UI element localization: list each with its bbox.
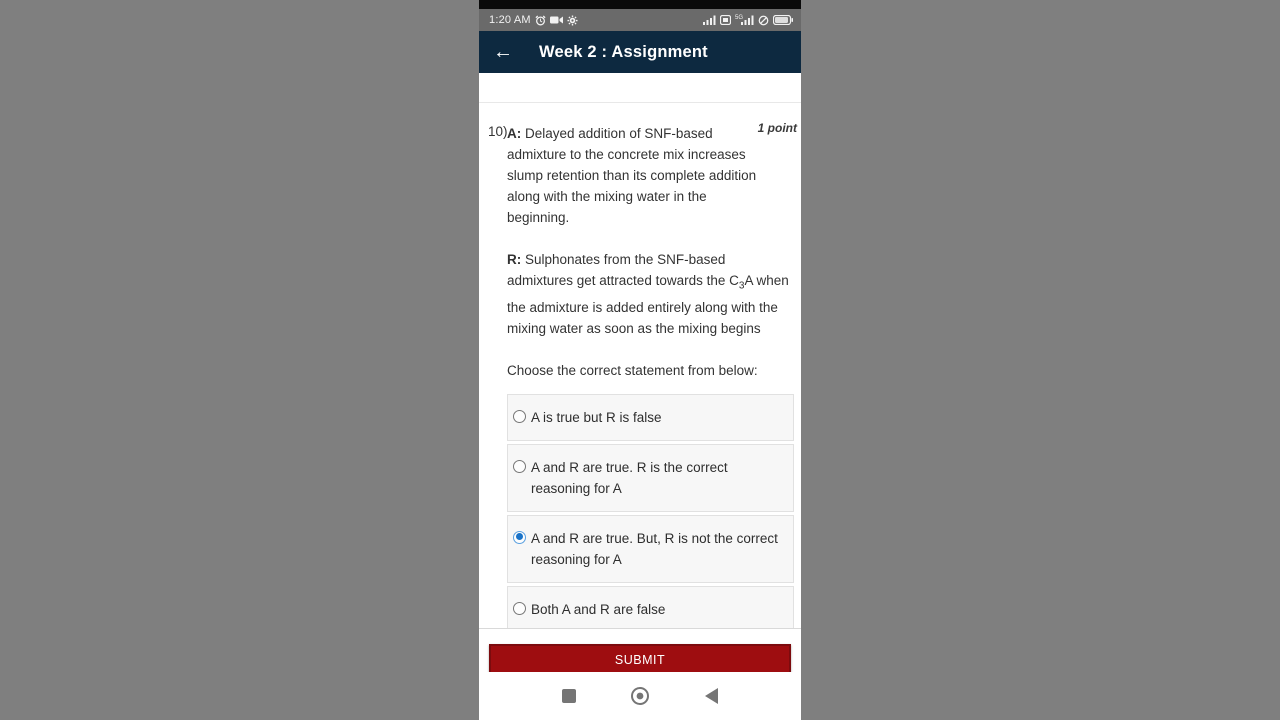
assignment-content bbox=[479, 73, 801, 720]
recents-button[interactable] bbox=[559, 686, 579, 706]
options-list bbox=[507, 394, 794, 633]
letterbox-strip bbox=[479, 0, 801, 9]
question-prompt: Choose the correct statement from below: bbox=[507, 362, 758, 378]
phone-screen bbox=[479, 0, 801, 720]
back-nav-button[interactable] bbox=[701, 686, 721, 706]
alarm-icon bbox=[535, 15, 546, 26]
vowifi-icon bbox=[720, 15, 731, 25]
assertion-text: A: Delayed addition of SNF-based admixture to the concrete mix increases slump retention than its complete addition along with the mixing water in the beginning. bbox=[507, 126, 757, 225]
android-navbar bbox=[479, 672, 801, 720]
chemical-subscript: 3 bbox=[738, 280, 745, 292]
reason-text: R: Sulphonates from the SNF-based admixtures get attracted towards the $C_3A$ when the admixture is added entirely along with the mixing water as soon as the mixing begins bbox=[507, 252, 789, 336]
video-camera-icon bbox=[550, 15, 563, 25]
radio-button[interactable] bbox=[513, 531, 526, 544]
dnd-icon bbox=[758, 15, 769, 26]
option-label: Both A and R are false bbox=[531, 601, 666, 617]
back-triangle-icon bbox=[705, 688, 718, 704]
home-circle-icon bbox=[630, 686, 650, 706]
app-header bbox=[479, 31, 801, 73]
submit-area bbox=[479, 629, 801, 675]
content-divider-top bbox=[479, 73, 801, 103]
recents-square-icon bbox=[562, 689, 576, 703]
option-row[interactable] bbox=[507, 394, 794, 441]
home-button[interactable] bbox=[630, 686, 650, 706]
radio-button[interactable] bbox=[513, 602, 526, 615]
points-badge: 1 point bbox=[757, 121, 797, 135]
option-label: A is true but R is false bbox=[531, 409, 662, 425]
option-row[interactable] bbox=[507, 444, 794, 512]
option-row[interactable] bbox=[507, 586, 794, 633]
option-label: A and R are true. R is the correct reasoning for A bbox=[531, 459, 728, 496]
option-row[interactable] bbox=[507, 515, 794, 583]
5g-signal-icon: 5G bbox=[735, 15, 754, 25]
question-number: 10) bbox=[488, 124, 508, 139]
option-label: A and R are true. But, R is not the correct reasoning for A bbox=[531, 530, 778, 567]
signal-icon bbox=[703, 15, 716, 25]
gear-icon bbox=[567, 15, 578, 26]
back-icon[interactable]: ← bbox=[493, 41, 513, 63]
battery-icon bbox=[773, 15, 793, 25]
page-title: Week 2 : Assignment bbox=[539, 42, 708, 61]
status-time: 1:20 AM bbox=[489, 14, 531, 26]
radio-button[interactable] bbox=[513, 460, 526, 473]
radio-button[interactable] bbox=[513, 410, 526, 423]
submit-button[interactable]: SUBMIT bbox=[489, 644, 791, 675]
status-bar bbox=[479, 9, 801, 31]
question-block bbox=[479, 103, 801, 636]
